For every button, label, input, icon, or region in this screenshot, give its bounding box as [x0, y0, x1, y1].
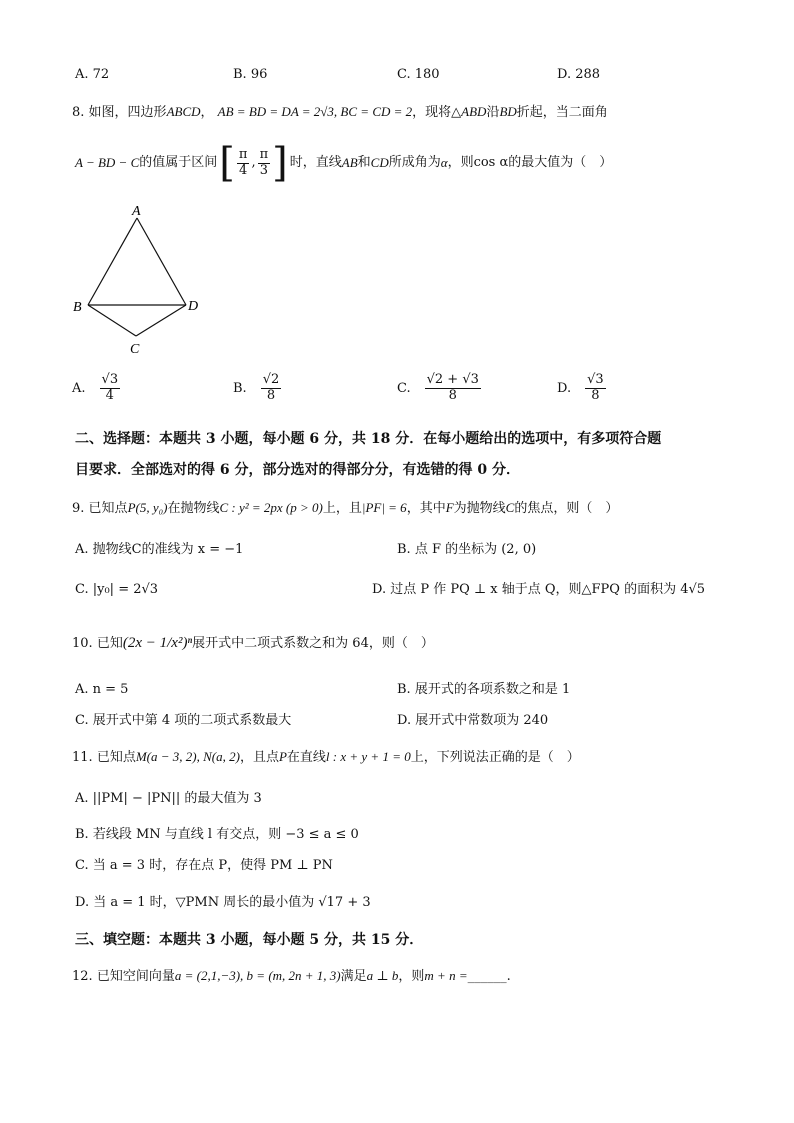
vertex-b-label: B	[73, 300, 82, 315]
q9-option-a: A. 抛物线C的准线为 x = −1	[75, 542, 244, 557]
q9-option-d: D. 过点 P 作 PQ ⊥ x 轴于点 Q，则△FPQ 的面积为 4√5	[372, 582, 706, 597]
q8-option-c: C. $\frac{√2 + √3}{8}$	[397, 372, 479, 403]
vertex-c-label: C	[130, 342, 140, 357]
q7-option-c: C. 180	[397, 67, 440, 82]
q11-option-b: B. 若线段 MN 与直线 l 有交点，则 −3 ≤ a ≤ 0	[75, 827, 359, 842]
section2-heading-line2: 目要求．全部选对的得 6 分，部分选对的得部分分，有选错的得 0 分．	[75, 462, 520, 478]
q9-option-c: C. |y₀| = 2√3	[75, 582, 159, 597]
q7-option-d: D. 288	[557, 67, 601, 82]
q8-option-d: D. $\frac{√3}{8}$	[557, 372, 604, 403]
section2-heading-line1: 二、选择题：本题共 3 小题，每小题 6 分，共 18 分．在每小题给出的选项中，有多项符合题	[75, 431, 662, 447]
section3-heading: 三、填空题：本题共 3 小题，每小题 5 分，共 15 分．	[75, 932, 424, 948]
q7-option-a: A. 72	[75, 67, 110, 82]
q12-stem: 12. 已知空间向量a = (2,1,−3), b = (m, 2n + 1, 3)满足a ⊥ b，则m + n =______.	[72, 968, 511, 984]
q10-stem: 10. 已知(2x − 1/x²)ⁿ展开式中二项式系数之和为 64，则（ ）	[72, 635, 434, 651]
vertex-a-label: A	[132, 204, 141, 219]
q9-option-b: B. 点 F 的坐标为 (2, 0)	[397, 542, 537, 557]
q10-option-a: A. n = 5	[75, 682, 129, 697]
q10-option-d: D. 展开式中常数项为 240	[397, 713, 549, 728]
q8-line1: 8. 如图，四边形ABCD， AB = BD = DA = 2√3, BC = CD = 2，现将△ABD沿BD折起，当二面角	[72, 104, 608, 120]
q11-option-c: C. 当 a = 3 时，存在点 P，使得 PM ⊥ PN	[75, 858, 333, 873]
q10-option-c: C. 展开式中第 4 项的二项式系数最大	[75, 713, 292, 728]
q8-option-a: A. $\frac{√3}{4}$	[72, 372, 119, 403]
q8-figure	[70, 200, 210, 360]
q10-option-b: B. 展开式的各项系数之和是 1	[397, 682, 571, 697]
q11-option-a: A. ||PM| − |PN|| 的最大值为 3	[75, 791, 262, 806]
q11-option-d: D. 当 a = 1 时，▽PMN 周长的最小值为 √17 + 3	[75, 895, 371, 910]
q8-line2: A − BD − C 的值属于区间 [ $\frac{\pi}{4}$ , $\frac{\pi}{3}$ ] 时，直线 AB 和 CD 所成角为 α ，则 cos α 的最大值为（ ）	[75, 140, 613, 186]
q7-option-b: B. 96	[233, 67, 268, 82]
q8-option-b: B. $\frac{√2}{8}$	[233, 372, 280, 403]
q9-stem: 9. 已知点P(5, y₀)在抛物线C : y² = 2px (p > 0)上，且|PF| = 6，其中F为抛物线C的焦点，则（ ）	[72, 500, 619, 516]
answer-blank[interactable]: ______	[467, 969, 507, 984]
vertex-d-label: D	[188, 299, 199, 314]
q11-stem: 11. 已知点M(a − 3, 2), N(a, 2)，且点P在直线l : x + y + 1 = 0上，下列说法正确的是（ ）	[72, 749, 580, 765]
interval: [ $\frac{\pi}{4}$ , $\frac{\pi}{3}$ ]	[219, 140, 288, 186]
